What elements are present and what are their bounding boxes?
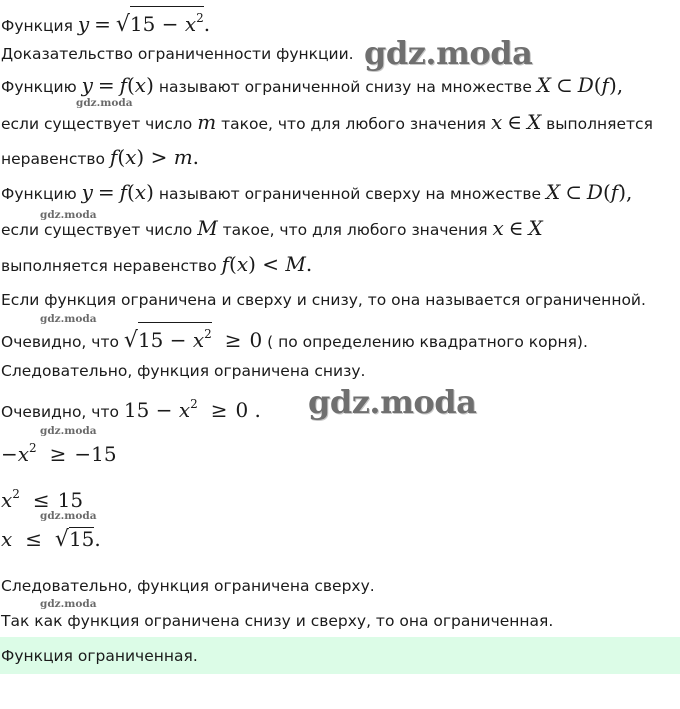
proof-heading: Доказательство ограниченности функции. [1, 45, 354, 63]
watermark-small: gdz.moda [76, 97, 133, 109]
function-label: Функция [1, 17, 73, 35]
inequality-below-line: неравенство f(x) > m. [1, 145, 200, 169]
function-definition-line: Функция $y = √15 - x^2$. [1, 6, 210, 36]
inequality-step-3: x ≤ √15. [1, 527, 101, 552]
watermark-small: gdz.moda [40, 425, 97, 437]
inequality-step-2: $x^2 \le 15$ [1, 487, 84, 512]
final-reasoning-line: Так как функция ограничена снизу и сверху, то она ограниченная. [1, 612, 554, 630]
watermark-small: gdz.moda [40, 510, 97, 522]
radicand-nonnegative-line: Очевидно, что $15 - x^2 \ge 0$ . [1, 397, 261, 422]
definition-bounded-below-2: если существует число m такое, что для любого значения x ∈ X выполняется [1, 110, 653, 134]
conclusion-bounded-below: Следовательно, функция ограничена снизу. [1, 362, 366, 380]
definition-bounded-above-1: Функцию y = f(x) называют ограниченной сверху на множестве X ⊂ D(f), [1, 180, 633, 204]
inequality-step-1: $-x^2 \ge -15$ [1, 441, 117, 466]
sqrt-nonnegative-line: Очевидно, что $√15 - x^2 \ge 0$ ( по определению квадратного корня). [1, 322, 588, 352]
sqrt-expression: $√15 - x^2$ [116, 6, 204, 36]
bounded-definition-line: Если функция ограничена и сверху и снизу, то она называется ограниченной. [1, 291, 646, 309]
definition-bounded-above-2: если существует число M такое, что для любого значения x ∈ X [1, 216, 543, 240]
watermark-small: gdz.moda [40, 209, 97, 221]
watermark-small: gdz.moda [40, 313, 97, 325]
conclusion-bounded-above: Следовательно, функция ограничена сверху. [1, 577, 375, 595]
watermark-small: gdz.moda [40, 598, 97, 610]
inequality-above-line: выполняется неравенство f(x) < M. [1, 252, 313, 276]
watermark-logo: gdz.moda [308, 383, 477, 421]
watermark-logo: gdz.moda [364, 34, 533, 72]
definition-bounded-below-1: Функцию y = f(x) называют ограниченной снизу на множестве X ⊂ D(f), [1, 73, 624, 97]
answer-text: Функция ограниченная. [1, 647, 198, 665]
answer-highlight [0, 637, 680, 674]
